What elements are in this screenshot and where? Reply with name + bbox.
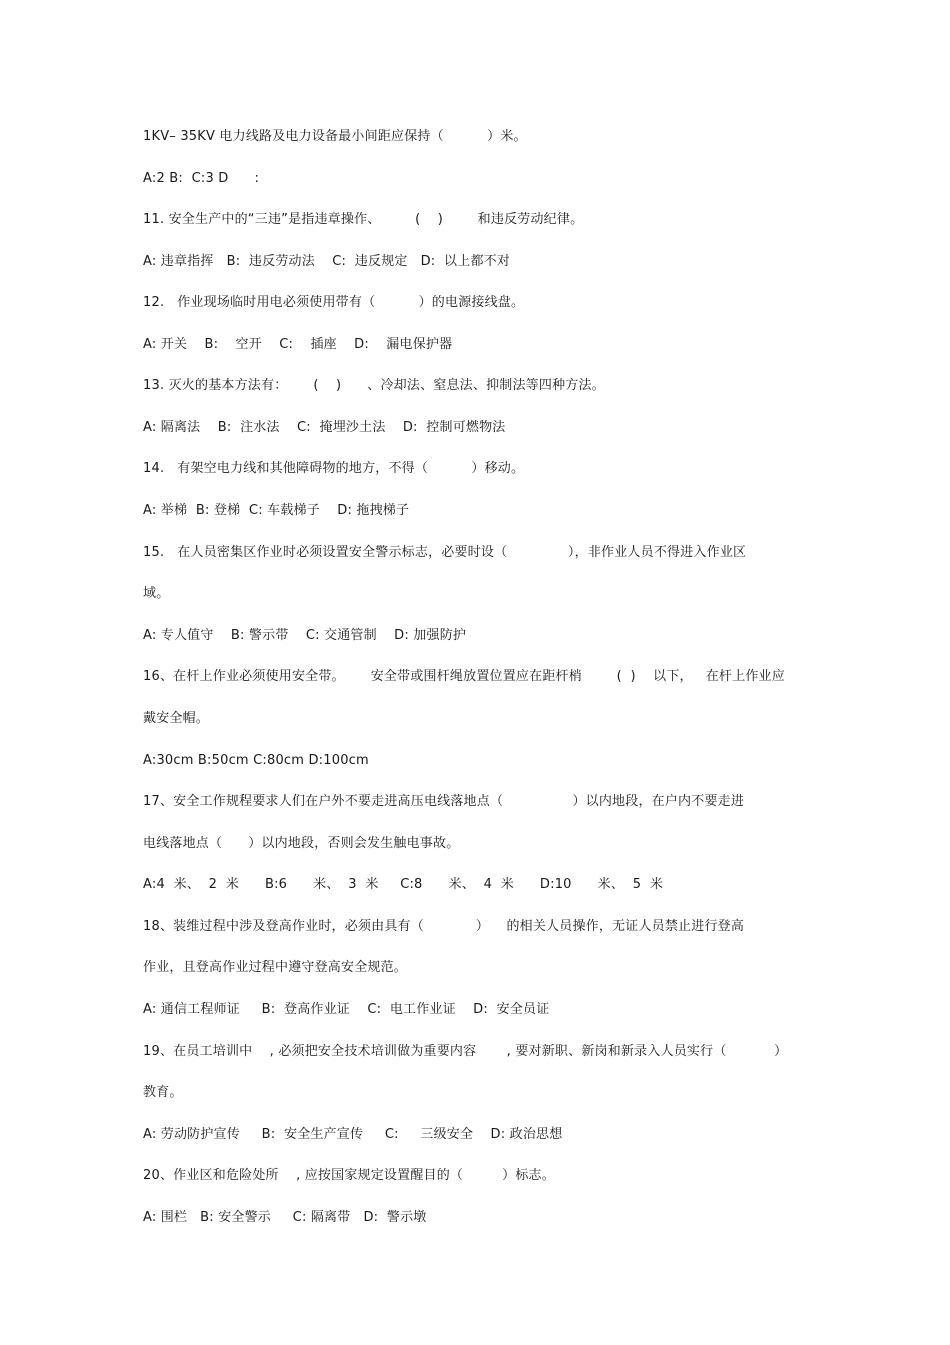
question-13-stem: 13. 灭火的基本方法有： ( ) 、冷却法、窒息法、抑制法等四种方法。 bbox=[143, 378, 605, 393]
question-17-stem-continued: 电线落地点（ ）以内地段，否则会发生触电事故。 bbox=[143, 836, 460, 851]
question-17-stem: 17、安全工作规程要求人们在户外不要走进高压电线落地点（ ）以内地段，在户内不要走进 bbox=[143, 794, 745, 809]
question-18-options: A: 通信工程师证 B: 登高作业证 C: 电工作业证 D: 安全员证 bbox=[143, 1002, 550, 1017]
question-18-stem-continued: 作业，且登高作业过程中遵守登高安全规范。 bbox=[143, 960, 408, 975]
question-16-stem-continued: 戴安全帽。 bbox=[143, 711, 210, 726]
question-10-stem: 1KV– 35KV 电力线路及电力设备最小间距应保持（ ）米。 bbox=[143, 129, 527, 144]
question-10-options: A:2 B: C:3 D : bbox=[143, 171, 260, 186]
question-17-options: A:4 米、 2 米 B:6 米、 3 米 C:8 米、 4 米 D:10 米、 5 米 bbox=[143, 877, 664, 892]
question-11-stem: 11. 安全生产中的“三违”是指违章操作、 ( ) 和违反劳动纪律。 bbox=[143, 212, 584, 227]
question-13-options: A: 隔离法 B: 注水法 C: 掩埋沙土法 D: 控制可燃物法 bbox=[143, 420, 506, 435]
question-19-options: A: 劳动防护宣传 B: 安全生产宣传 C: 三级安全 D: 政治思想 bbox=[143, 1127, 563, 1142]
question-11-options: A: 违章指挥 B: 违反劳动法 C: 违反规定 D: 以上都不对 bbox=[143, 254, 511, 269]
question-18-stem: 18、装维过程中涉及登高作业时，必须由具有（ ） 的相关人员操作，无证人员禁止进行登高 bbox=[143, 919, 745, 934]
question-15-options: A: 专人值守 B: 警示带 C: 交通管制 D: 加强防护 bbox=[143, 628, 467, 643]
question-12-options: A: 开关 B: 空开 C: 插座 D: 漏电保护器 bbox=[143, 337, 453, 352]
question-20-stem: 20、作业区和危险处所 , 应按国家规定设置醒目的（ ）标志。 bbox=[143, 1168, 555, 1183]
question-16-stem: 16、在杆上作业必须使用安全带。 安全带或围杆绳放置位置应在距杆梢 ( ) 以下， 在杆上作业应 bbox=[143, 669, 785, 684]
question-19-stem: 19、在员工培训中 , 必须把安全技术培训做为重要内容 , 要对新职、新岗和新录入人员实行（ ） bbox=[143, 1044, 788, 1059]
question-15-stem-continued: 域。 bbox=[143, 586, 170, 601]
question-19-stem-continued: 教育。 bbox=[143, 1085, 183, 1100]
question-15-stem: 15. 在人员密集区作业时必须设置安全警示标志，必要时设（ ），非作业人员不得进入作业区 bbox=[143, 545, 747, 560]
question-12-stem: 12. 作业现场临时用电必须使用带有（ ）的电源接线盘。 bbox=[143, 295, 525, 310]
question-20-options: A: 围栏 B: 安全警示 C: 隔离带 D: 警示墩 bbox=[143, 1210, 427, 1225]
question-14-stem: 14. 有架空电力线和其他障碍物的地方，不得（ ）移动。 bbox=[143, 461, 525, 476]
question-14-options: A: 举梯 B: 登梯 C: 车载梯子 D: 拖拽梯子 bbox=[143, 503, 410, 518]
question-16-options: A:30cm B:50cm C:80cm D:100cm bbox=[143, 753, 369, 768]
